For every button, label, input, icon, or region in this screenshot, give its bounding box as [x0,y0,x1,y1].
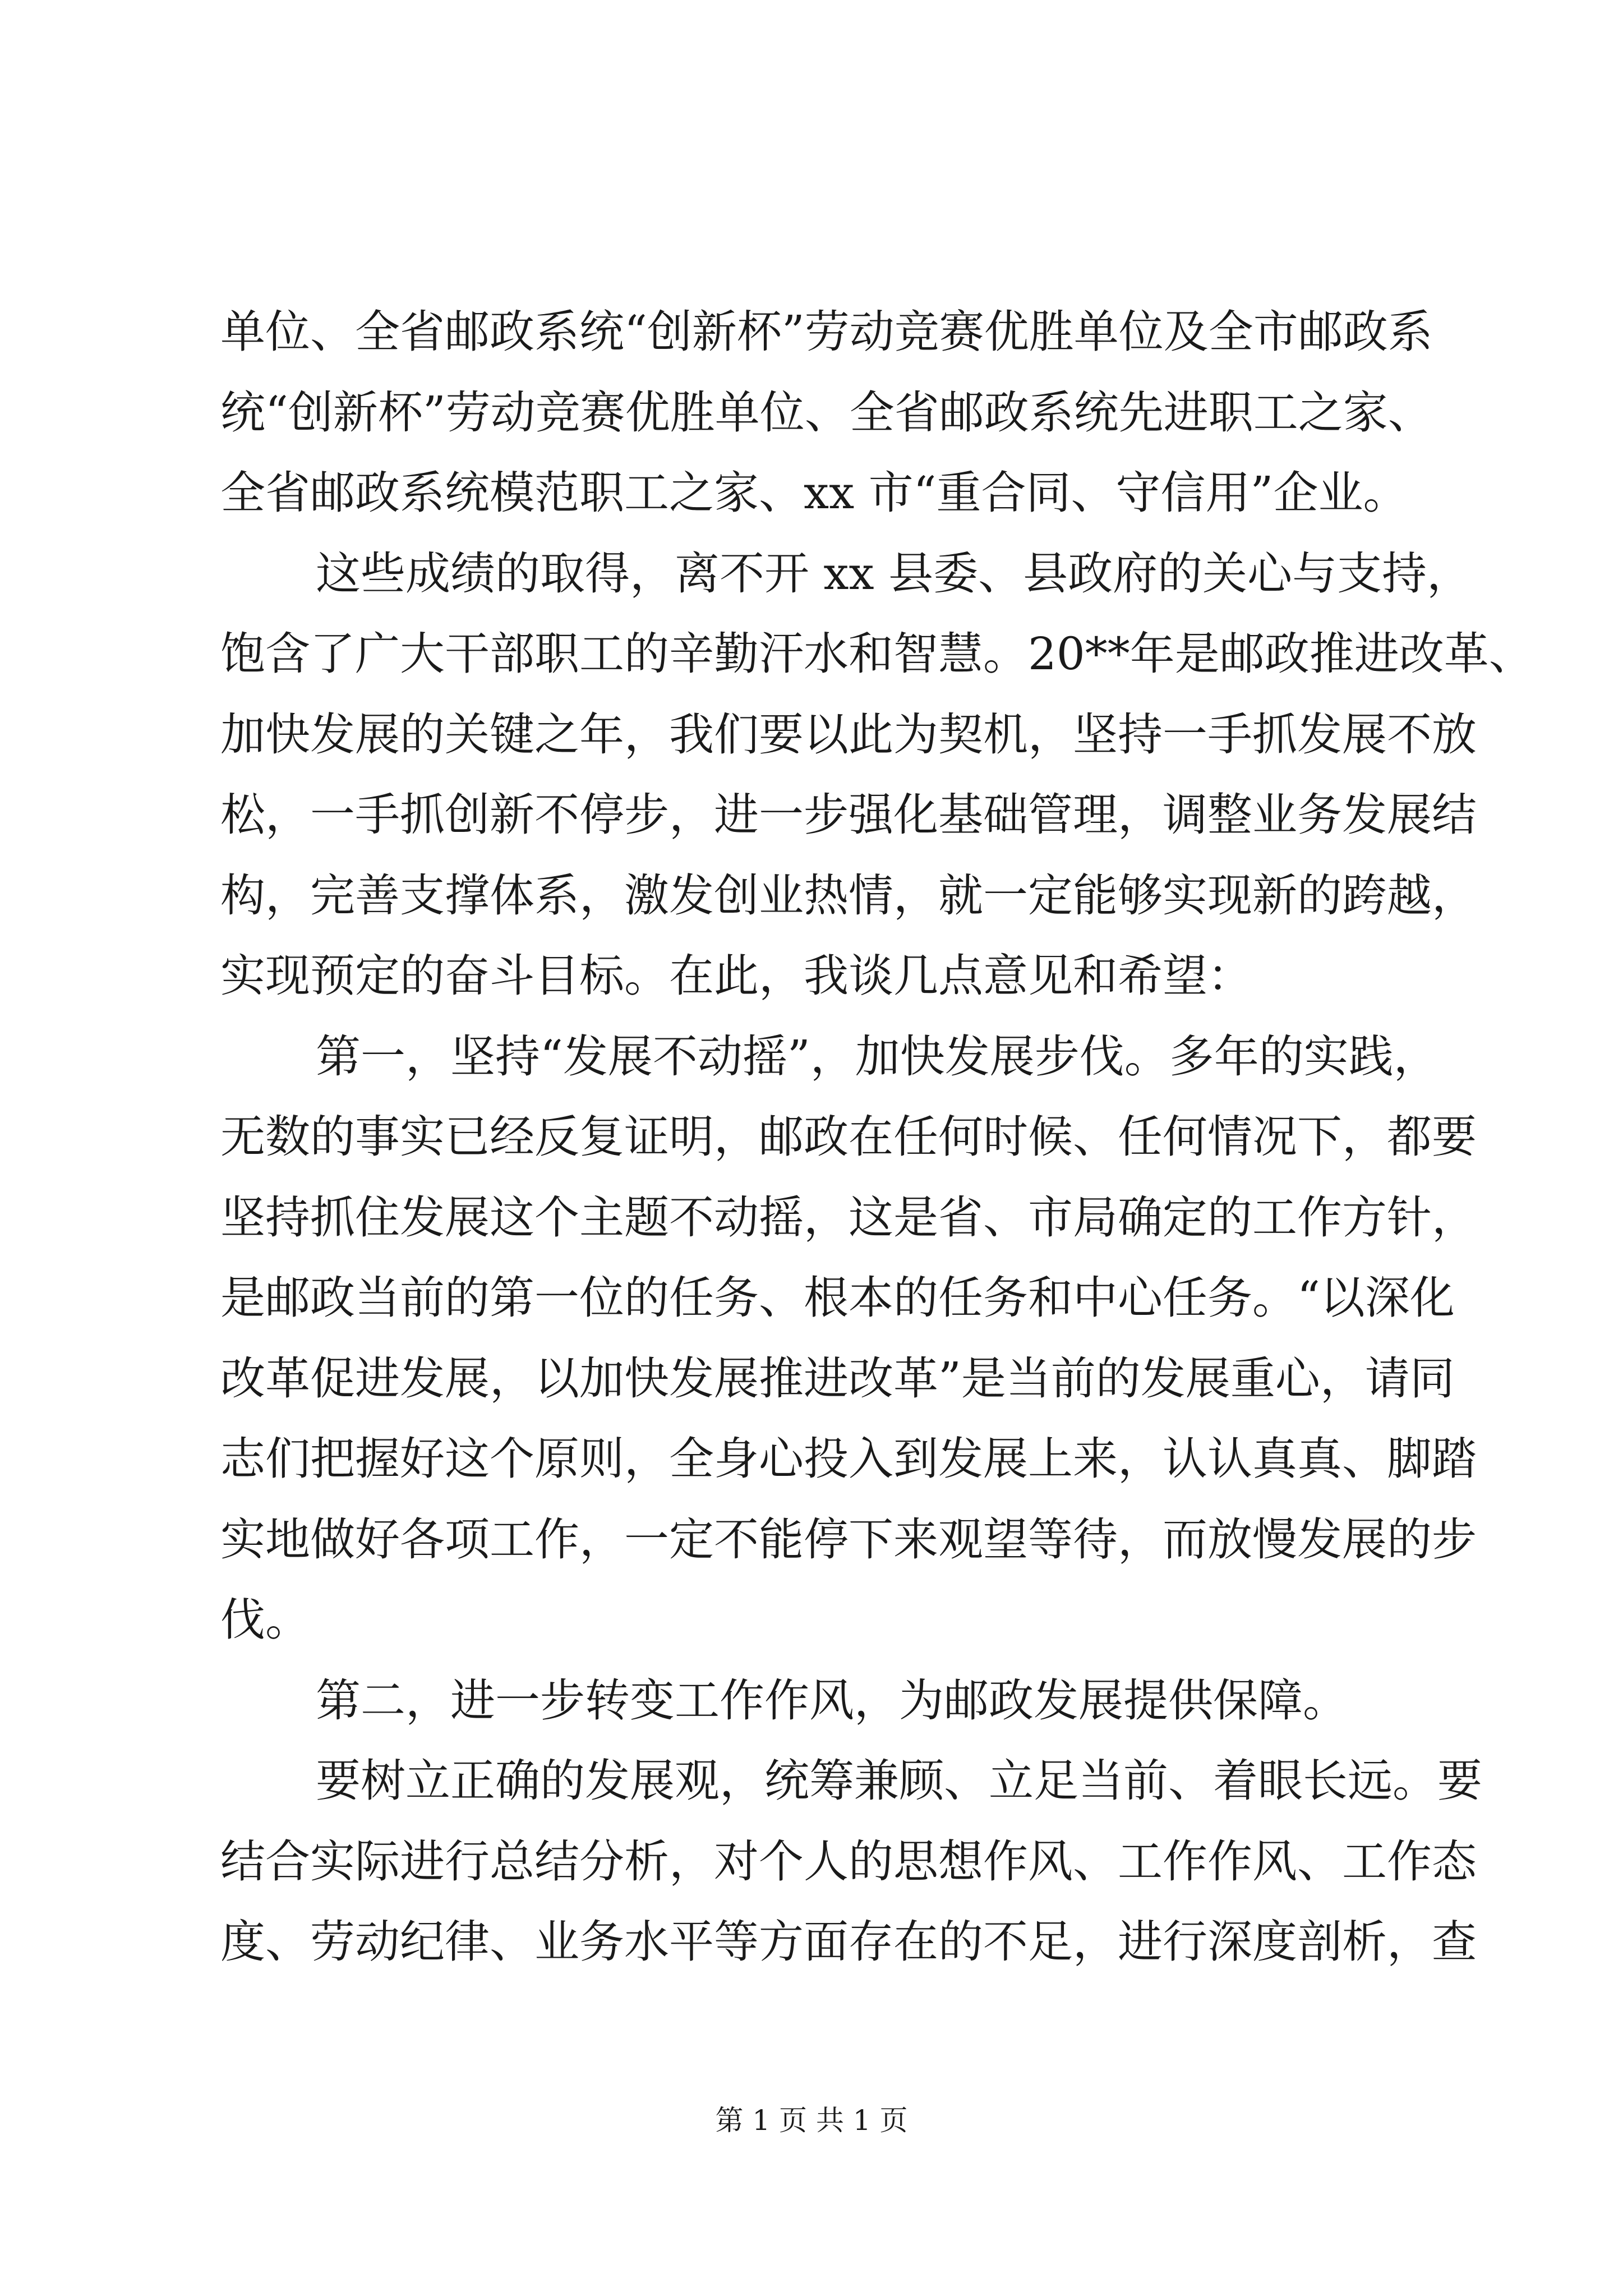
page-footer [0,2101,1623,2140]
paragraph-first-line: 第二，进一步转变工作作风，为邮政发展提供保障。 [316,1674,1348,1727]
text-line: 构，完善支撑体系，激发创业热情，就一定能够实现新的跨越， [220,869,1477,922]
text-line: 饱含了广大干部职工的辛勤汗水和智慧。20**年是邮政推进改革、 [220,628,1534,680]
text-line: 实现预定的奋斗目标。在此，我谈几点意见和希望： [220,950,1252,1002]
text-line: 加快发展的关键之年，我们要以此为契机，坚持一手抓发展不放 [220,708,1477,761]
text-line: 是邮政当前的第一位的任务、根本的任务和中心任务。“以深化 [220,1272,1455,1324]
text-line: 改革促进发展，以加快发展推进改革”是当前的发展重心，请同 [220,1352,1455,1405]
text-line: 全省邮政系统模范职工之家、xx 市“重合同、守信用”企业。 [220,467,1408,519]
paragraph-first-line: 要树立正确的发展观，统筹兼顾、立足当前、着眼长远。要 [316,1755,1482,1807]
text-line: 志们把握好这个原则，全身心投入到发展上来，认认真真、脚踏 [220,1433,1477,1485]
text-line: 统“创新杯”劳动竞赛优胜单位、全省邮政系统先进职工之家、 [220,386,1433,439]
text-line: 结合实际进行总结分析，对个人的思想作风、工作作风、工作态 [220,1835,1477,1888]
paragraph-first-line: 这些成绩的取得，离不开 xx 县委、县政府的关心与支持， [316,547,1472,600]
page-number-label: 第 1 页 共 1 页 [715,2104,908,2137]
text-line: 松，一手抓创新不停步，进一步强化基础管理，调整业务发展结 [220,789,1477,841]
text-line: 无数的事实已经反复证明，邮政在任何时候、任何情况下，都要 [220,1111,1477,1163]
document-body [220,292,1534,1982]
text-line: 坚持抓住发展这个主题不动摇，这是省、市局确定的工作方针， [220,1191,1477,1244]
text-line: 度、劳动纪律、业务水平等方面存在的不足，进行深度剖析，查 [220,1916,1477,1968]
text-line: 单位、全省邮政系统“创新杯”劳动竞赛优胜单位及全市邮政系 [220,306,1433,358]
text-line: 实地做好各项工作，一定不能停下来观望等待，而放慢发展的步 [220,1513,1477,1566]
paragraph-first-line: 第一，坚持“发展不动摇”，加快发展步伐。多年的实践， [316,1030,1438,1083]
text-line: 伐。 [220,1594,310,1646]
